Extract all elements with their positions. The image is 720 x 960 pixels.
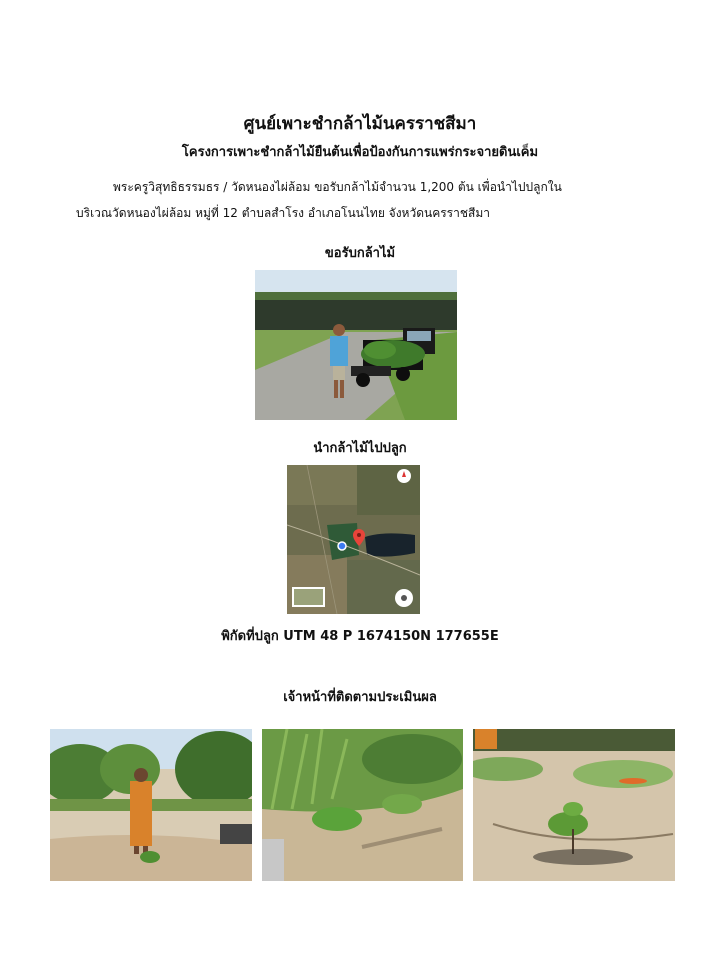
description-line-2: บริเวณวัดหนองไผ่ล้อม หมู่ที่ 12 ตำบลสำโรง อำเภอโนนไทย จังหวัดนครราชสีมา	[76, 206, 490, 220]
monk-planting-area-photo	[50, 729, 252, 881]
page-subtitle: โครงการเพาะชำกล้าไม้ยืนต้นเพื่อป้องกันการแพร่กระจายดินเค็ม	[181, 145, 539, 160]
description-line-1: พระครูวิสุทธิธรรมธร / วัดหนองไผ่ล้อม ขอรับกล้าไม้จำนวน 1,200 ต้น เพื่อนำไปปลูกใน	[113, 180, 562, 194]
satellite-map	[287, 465, 420, 614]
truck-loading-photo	[255, 270, 457, 420]
planting-coordinates: พิกัดที่ปลูก UTM 48 P 1674150N 177655E	[221, 629, 499, 644]
receive-seedlings-heading: ขอรับกล้าไม้	[324, 246, 396, 261]
monitoring-heading: เจ้าหน้าที่ติดตามประเมินผล	[283, 690, 437, 705]
page-title: ศูนย์เพาะชำกล้าไม้นครราชสีมา	[243, 114, 477, 134]
planted-seedlings-photo	[473, 729, 675, 881]
seedlings-grass-photo	[262, 729, 463, 881]
planting-heading: นำกล้าไม้ไปปลูก	[313, 441, 407, 456]
